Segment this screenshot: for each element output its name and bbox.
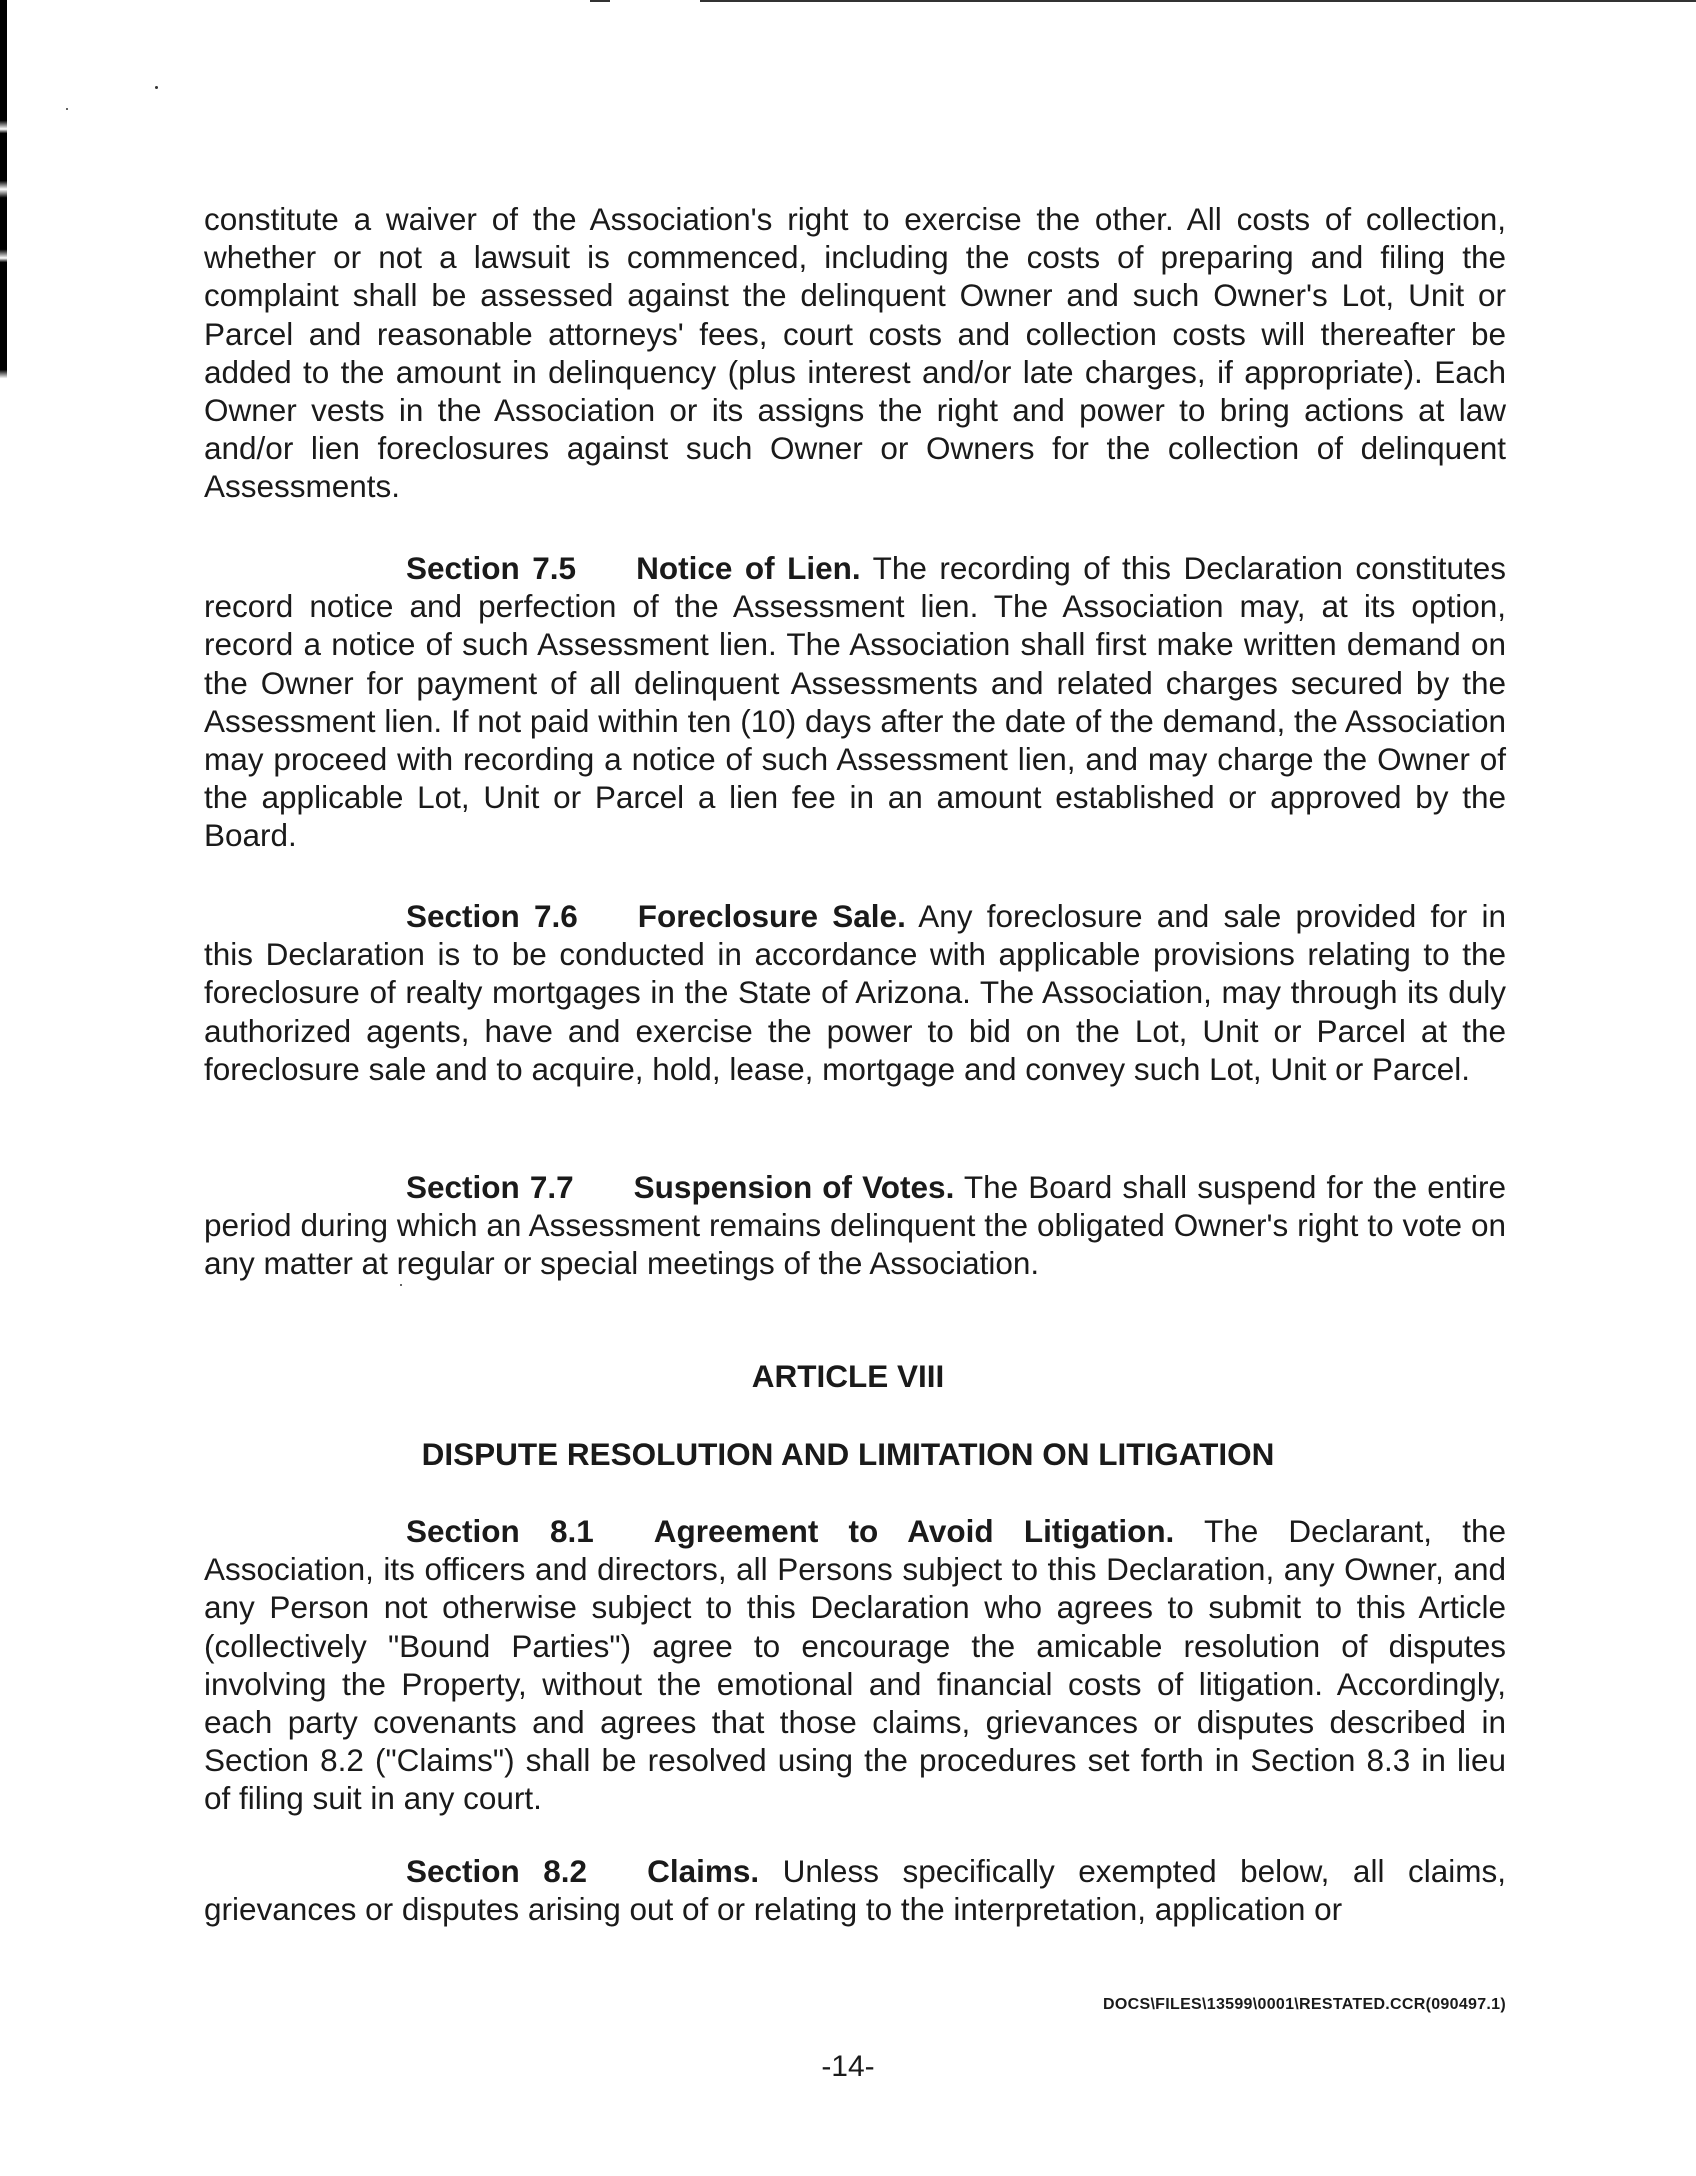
section-title: Claims. — [647, 1853, 760, 1889]
scan-left-edge — [0, 0, 7, 430]
section-7-7 — [204, 1168, 1506, 1283]
section-number: Section 8.2 — [406, 1853, 588, 1889]
section-7-6 — [204, 897, 1506, 1088]
section-title: Suspension of Votes. — [633, 1169, 955, 1205]
page-number: -14- — [821, 2050, 875, 2083]
section-number: Section 7.6 — [406, 898, 578, 934]
scan-speck — [155, 86, 158, 89]
section-body: Unless specifically exempted below, all claims, grievances or disputes arising out of or relating to the interpretation, application or — [204, 1853, 1506, 1928]
section-body: Any foreclosure and sale provided for in this Declaration is to be conducted in accordance with applicable provisions relating to the foreclosure of realty mortgages in the State of Arizona. The Association, may through its duly authorized agents, have and exercise the power to bid on the Lot, Unit or Parcel at the foreclosure sale and to acquire, hold, lease, mortgage and convey such Lot, Unit or Parcel. — [204, 898, 1506, 1087]
section-body: The Declarant, the Association, its officers and directors, all Persons subject to this Declaration, any Owner, and any Person not otherwise subject to this Declaration who agrees to submit to this Article (collectively "Bound Parties") agree to encourage the amicable resolution of disputes involving the Property, without the emotional and financial costs of litigation. Accordingly, each party covenants and agrees that those claims, grievances or disputes described in Section 8.2 ("Claims") shall be resolved using the procedures set forth in Section 8.3 in lieu of filing suit in any court. — [204, 1513, 1506, 1817]
section-title: Agreement to Avoid Litigation. — [653, 1513, 1175, 1549]
section-number: Section 8.1 — [406, 1513, 594, 1549]
section-number: Section 7.5 — [406, 550, 577, 586]
section-title: Foreclosure Sale. — [637, 898, 906, 934]
section-8-1 — [204, 1512, 1506, 1818]
section-body: The recording of this Declaration constitutes record notice and perfection of the Assessment lien. The Association may, at its option, record a notice of such Assessment lien. The Association shall first make written demand on the Owner for payment of all delinquent Assessments and related charges secured by the Assessment lien. If not paid within ten (10) days after the date of the demand, the Association may proceed with recording a notice of such Assessment lien, and may charge the Owner of the applicable Lot, Unit or Parcel a lien fee in an amount established or approved by the Board. — [204, 550, 1506, 854]
scan-top-mark — [590, 0, 610, 2]
article-number: ARTICLE VIII — [751, 1358, 945, 1394]
scan-top-rule — [700, 0, 1696, 2]
section-body: The Board shall suspend for the entire period during which an Assessment remains delinquent the obligated Owner's right to vote on any matter at regular or special meetings of the Association. — [204, 1169, 1507, 1282]
continuation-paragraph-block — [204, 200, 1506, 506]
section-title: Notice of Lien. — [636, 550, 861, 586]
section-8-2 — [204, 1852, 1506, 1928]
section-7-5 — [204, 549, 1506, 855]
document-reference: DOCS\FILES\13599\0001\RESTATED.CCR(090497.1) — [1103, 1996, 1506, 2013]
continuation-paragraph: constitute a waiver of the Association's right to exercise the other. All costs of collection, whether or not a lawsuit is commenced, including the costs of preparing and filing the complaint shall be assessed against the delinquent Owner and such Owner's Lot, Unit or Parcel and reasonable attorneys' fees, court costs and collection costs will thereafter be added to the amount in delinquency (plus interest and/or late charges, if appropriate). Each Owner vests in the Association or its assigns the right and power to bring actions at law and/or lien foreclosures against such Owner or Owners for the collection of delinquent Assessments. — [204, 201, 1506, 505]
section-number: Section 7.7 — [406, 1169, 574, 1205]
article-title: DISPUTE RESOLUTION AND LIMITATION ON LITIGATION — [421, 1436, 1275, 1472]
scan-speck — [400, 1284, 402, 1286]
scan-speck — [66, 108, 68, 110]
